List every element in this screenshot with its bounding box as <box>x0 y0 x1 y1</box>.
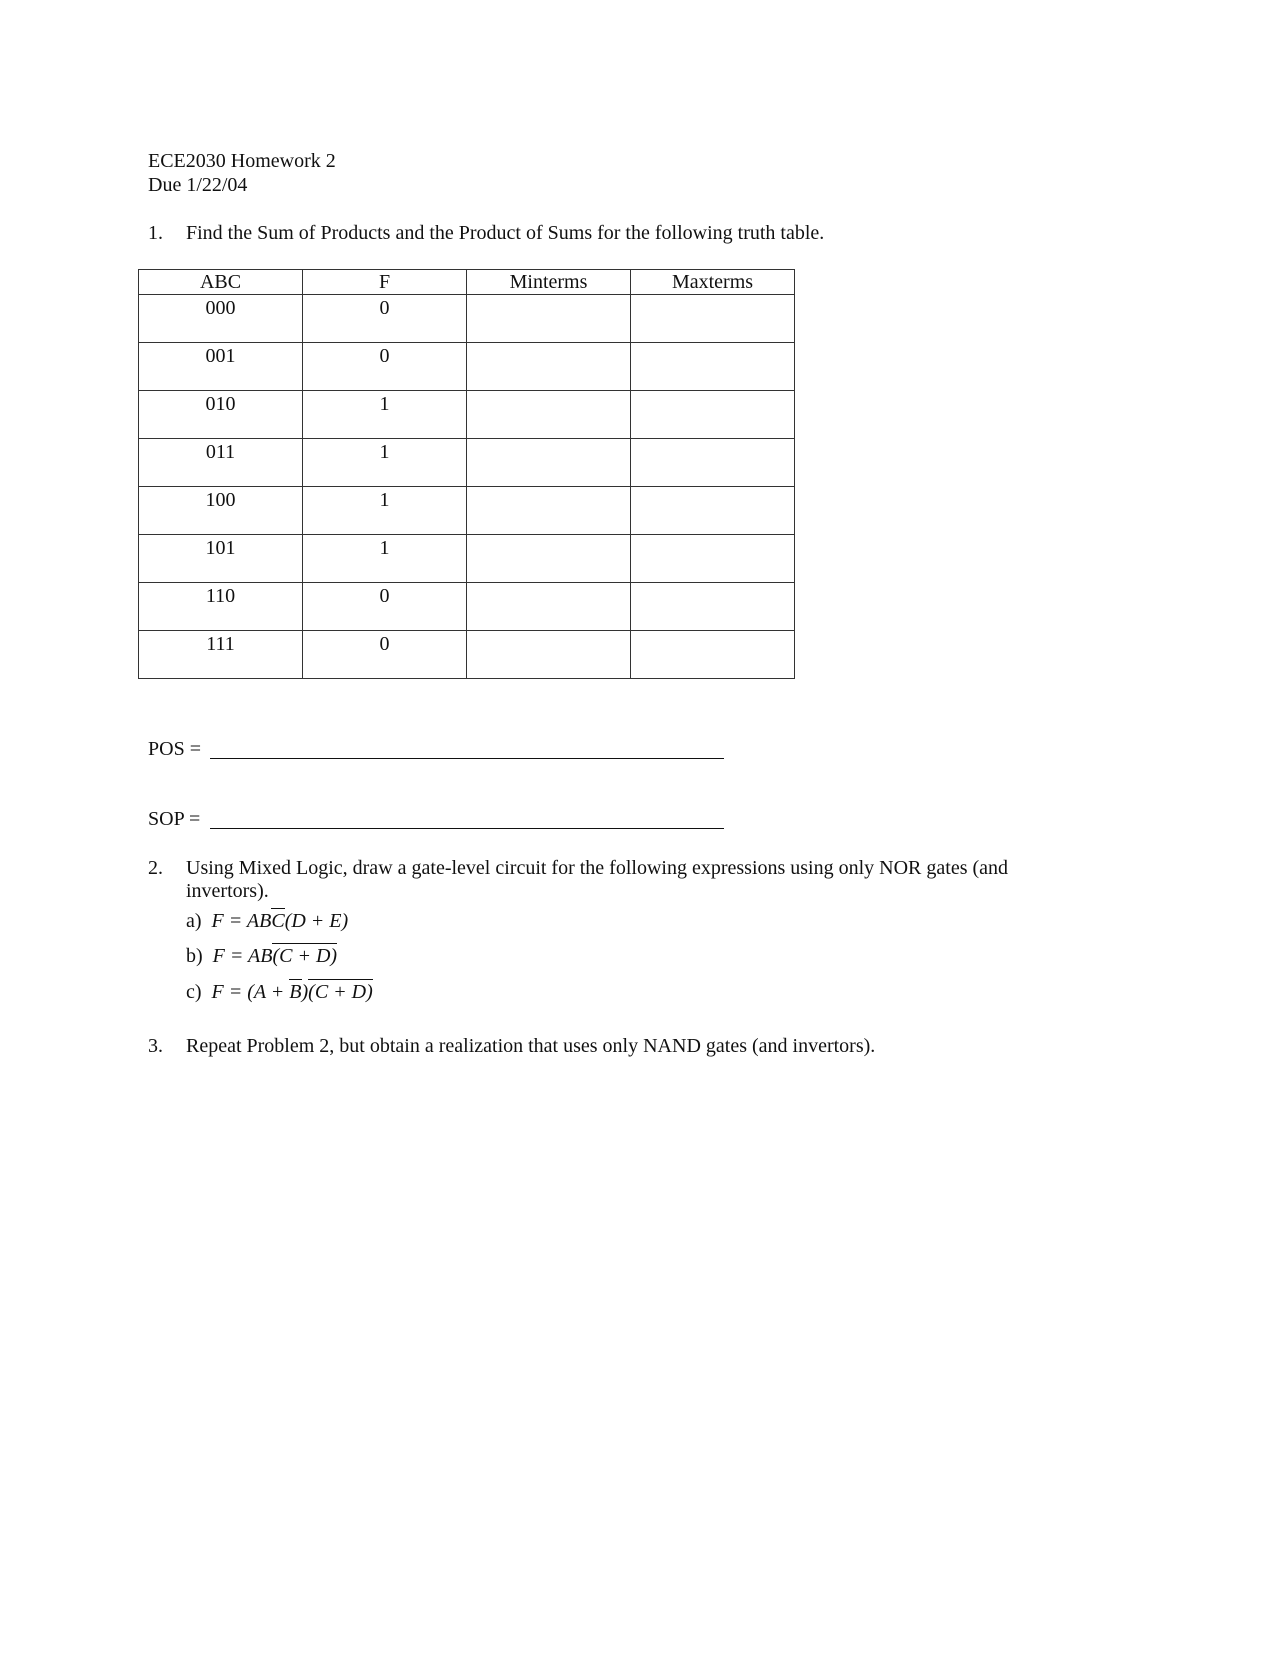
part-b <box>186 944 337 968</box>
f-cell: 0 <box>303 583 467 631</box>
table-row <box>139 583 795 631</box>
table-row <box>139 391 795 439</box>
part-a <box>186 909 348 933</box>
question-3-text: Repeat Problem 2, but obtain a realization that uses only NAND gates (and invertors). <box>186 1035 876 1057</box>
maxterm-cell[interactable] <box>631 583 795 631</box>
expression-c-prefix: F = (A + <box>211 981 290 1003</box>
minterm-cell[interactable] <box>467 631 631 679</box>
minterm-cell[interactable] <box>467 487 631 535</box>
minterm-cell[interactable] <box>467 343 631 391</box>
table-row <box>139 535 795 583</box>
abc-cell: 011 <box>139 439 303 487</box>
sop-answer-line[interactable] <box>210 828 724 829</box>
part-b-label: b) <box>186 945 203 967</box>
due-date: Due 1/22/04 <box>148 174 248 196</box>
part-c-label: c) <box>186 981 202 1003</box>
maxterm-cell[interactable] <box>631 535 795 583</box>
f-cell: 1 <box>303 487 467 535</box>
f-cell: 0 <box>303 343 467 391</box>
expression-c-bar2: (C + D) <box>308 981 373 1003</box>
table-header-row <box>139 270 795 295</box>
minterm-cell[interactable] <box>467 295 631 343</box>
abc-cell: 111 <box>139 631 303 679</box>
minterm-cell[interactable] <box>467 391 631 439</box>
column-header-f: F <box>303 270 467 295</box>
column-header-abc: ABC <box>139 270 303 295</box>
expression-b <box>208 943 337 967</box>
table-row <box>139 439 795 487</box>
homework-title: ECE2030 Homework 2 <box>148 150 336 172</box>
expression-b-bar: (C + D) <box>272 945 338 967</box>
column-header-minterms: Minterms <box>467 270 631 295</box>
question-2-text-line2: invertors). <box>186 880 269 902</box>
expression-c-bar1: B <box>289 981 302 1003</box>
part-a-label: a) <box>186 910 202 932</box>
truth-table <box>138 269 795 679</box>
abc-cell: 101 <box>139 535 303 583</box>
sop-label: SOP = <box>148 808 201 830</box>
maxterm-cell[interactable] <box>631 487 795 535</box>
part-c <box>186 980 373 1004</box>
column-header-maxterms: Maxterms <box>631 270 795 295</box>
question-1-text: Find the Sum of Products and the Product of Sums for the following truth table. <box>186 222 825 244</box>
question-2-text-line1: Using Mixed Logic, draw a gate-level circuit for the following expressions using only NOR gates (and <box>186 857 1009 879</box>
expression-c <box>207 979 373 1003</box>
maxterm-cell[interactable] <box>631 391 795 439</box>
question-2-number: 2. <box>148 857 163 879</box>
f-cell: 1 <box>303 391 467 439</box>
minterm-cell[interactable] <box>467 535 631 583</box>
f-cell: 1 <box>303 439 467 487</box>
abc-cell: 001 <box>139 343 303 391</box>
f-cell: 0 <box>303 631 467 679</box>
table-row <box>139 631 795 679</box>
abc-cell: 000 <box>139 295 303 343</box>
maxterm-cell[interactable] <box>631 295 795 343</box>
table-row <box>139 487 795 535</box>
f-cell: 1 <box>303 535 467 583</box>
pos-label: POS = <box>148 738 201 760</box>
expression-c-mid: ) <box>301 981 309 1003</box>
f-cell: 0 <box>303 295 467 343</box>
abc-cell: 110 <box>139 583 303 631</box>
minterm-cell[interactable] <box>467 583 631 631</box>
table-row <box>139 295 795 343</box>
question-3-number: 3. <box>148 1035 163 1057</box>
table-row <box>139 343 795 391</box>
pos-answer-line[interactable] <box>210 758 724 759</box>
expression-a-bar: C <box>271 910 285 932</box>
maxterm-cell[interactable] <box>631 343 795 391</box>
maxterm-cell[interactable] <box>631 439 795 487</box>
question-1-number: 1. <box>148 222 163 244</box>
expression-b-prefix: F = AB <box>212 945 273 967</box>
abc-cell: 100 <box>139 487 303 535</box>
minterm-cell[interactable] <box>467 439 631 487</box>
abc-cell: 010 <box>139 391 303 439</box>
maxterm-cell[interactable] <box>631 631 795 679</box>
expression-a: F = ABC(D + E) <box>206 910 349 932</box>
